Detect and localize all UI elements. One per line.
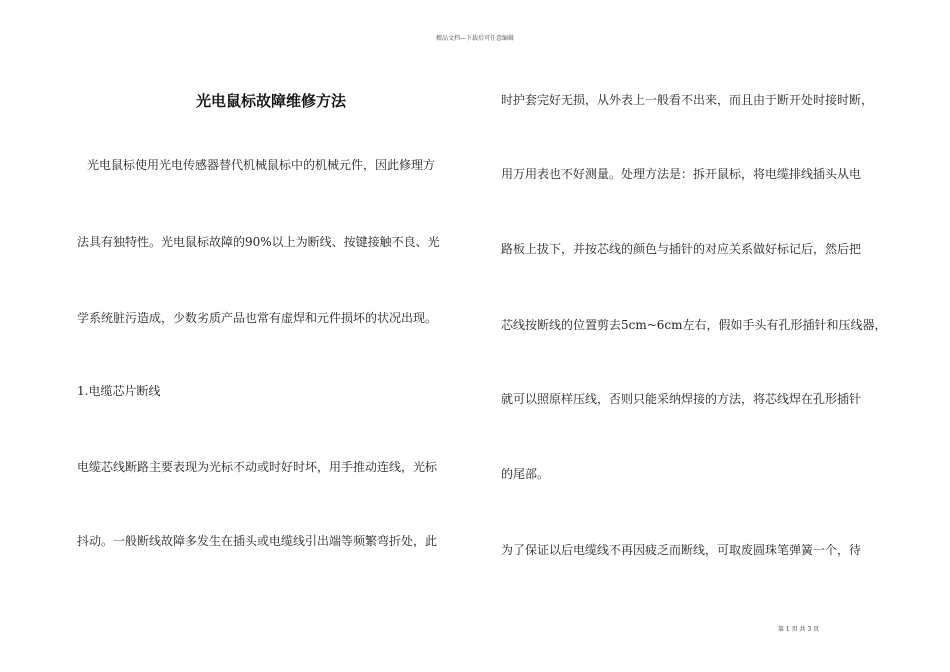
paragraph-line: 路板上拔下，并按芯线的颜色与插针的对应关系做好标记后，然后把: [501, 242, 862, 256]
section-heading: 1.电缆芯片断线: [77, 384, 161, 398]
paragraph-line: 的尾部。: [501, 467, 550, 481]
paragraph-line: 抖动。一般断线故障多发生在插头或电缆线引出端等频繁弯折处，此: [77, 534, 438, 548]
page-number-footer: 第 1 页 共 3 页: [778, 626, 820, 633]
paragraph-line: 光电鼠标使用光电传感器替代机械鼠标中的机械元件，因此修理方: [87, 158, 436, 172]
paragraph-line: 为了保证以后电缆线不再因疲乏而断线，可取废圆珠笔弹簧一个，待: [501, 543, 862, 557]
paragraph-line: 用万用表也不好测量。处理方法是：拆开鼠标，将电缆排线插头从电: [501, 167, 862, 181]
paragraph-line: 就可以照原样压线，否则只能采纳焊接的方法，将芯线焊在孔形插针: [501, 392, 862, 406]
paragraph-line: 芯线按断线的位置剪去5cm~6cm左右，假如手头有孔形插针和压线器，: [501, 318, 887, 332]
paragraph-line: 法具有独特性。光电鼠标故障的90%以上为断线、按键接触不良、光: [77, 235, 440, 249]
document-title: 光电鼠标故障维修方法: [195, 92, 346, 110]
paragraph-line: 时护套完好无损，从外表上一般看不出来，而且由于断开处时接时断，: [501, 93, 874, 107]
paragraph-line: 电缆芯线断路主要表现为光标不动或时好时坏，用手推动连线，光标: [77, 460, 438, 474]
document-header-note: 精品文档---下载后可任意编辑: [435, 35, 515, 42]
paragraph-line: 学系统脏污造成，少数劣质产品也常有虚焊和元件损坏的状况出现。: [77, 311, 438, 325]
